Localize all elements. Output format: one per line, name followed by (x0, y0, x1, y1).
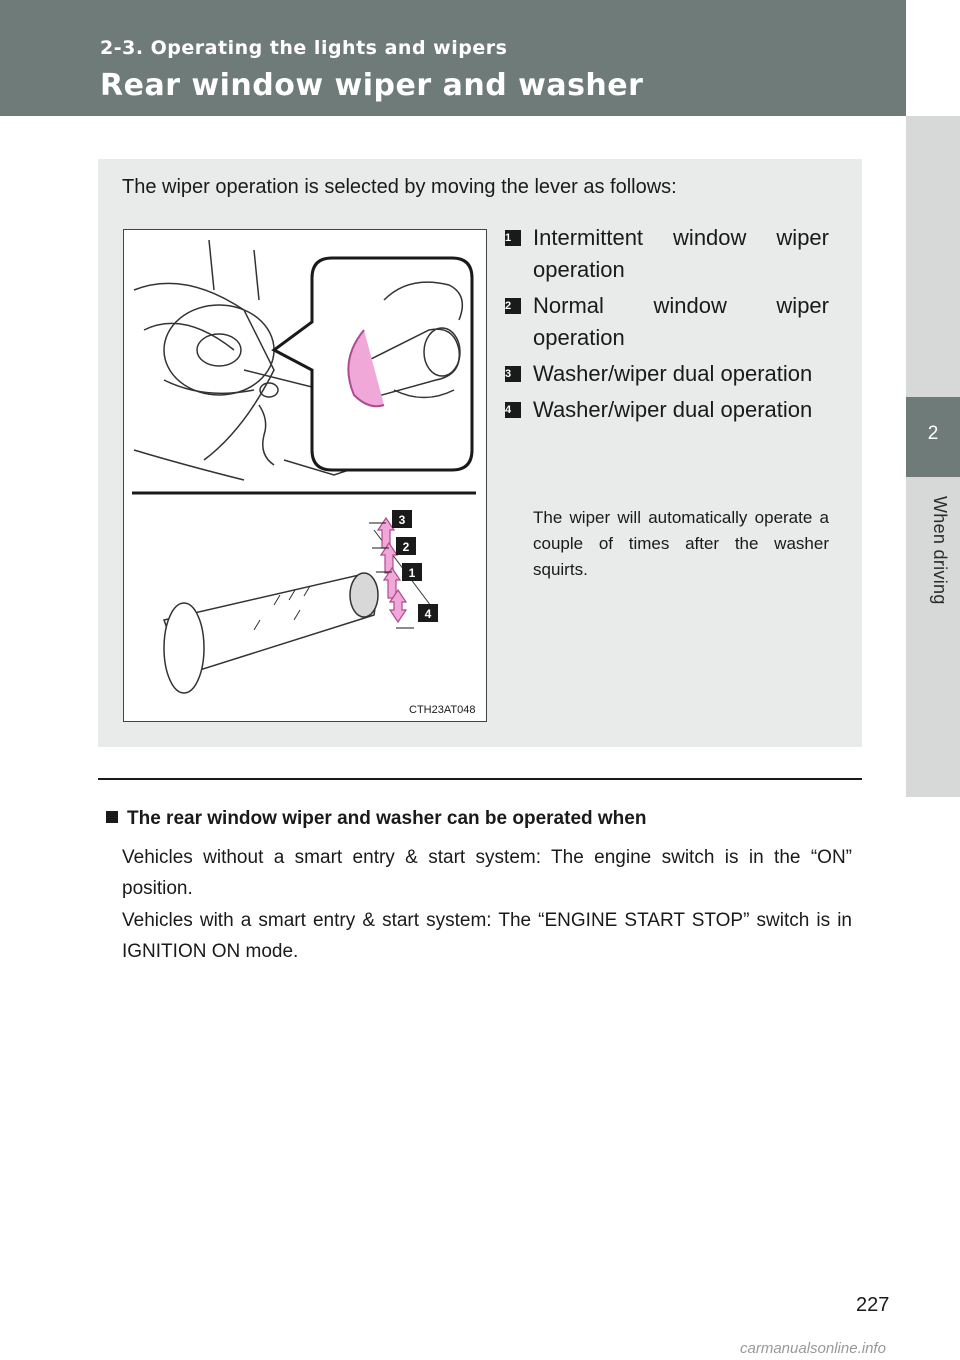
info-heading (106, 808, 646, 830)
step-item (505, 394, 829, 426)
figure-code: CTH23AT048 (409, 704, 476, 716)
wiper-lever-illustration (124, 230, 486, 721)
watermark: carmanualsonline.info (740, 1340, 886, 1357)
step-text: Washer/wiper dual operation (533, 397, 813, 422)
step-badge: 1 (505, 230, 521, 246)
info-heading-text: The rear window wiper and washer can be operated when (127, 808, 647, 829)
step-text: Intermittent window wiper operation (533, 225, 829, 282)
section-label: 2-3. Operating the lights and wipers (100, 37, 508, 59)
step-item (505, 358, 829, 390)
chapter-label: When driving (930, 496, 950, 605)
figure-callout-4: 4 (424, 607, 432, 621)
step-note: The wiper will automatically operate a couple of times after the washer squirts. (533, 508, 829, 579)
step-item (505, 222, 829, 286)
info-paragraph: Vehicles with a smart entry & start system: The “ENGINE START STOP” switch is in IGNITION ON mode. (122, 910, 852, 962)
page-title: Rear window wiper and washer (100, 68, 644, 103)
figure-callout-1: 1 (408, 566, 416, 580)
wiper-lever-figure (123, 229, 487, 722)
page-header (0, 0, 906, 116)
step-list (505, 222, 829, 430)
figure-callout-3: 3 (398, 513, 406, 527)
step-badge: 2 (505, 298, 521, 314)
chapter-side-tab (906, 0, 960, 1360)
page-number: 227 (856, 1294, 890, 1316)
step-text: Normal window wiper operation (533, 293, 829, 350)
step-text: Washer/wiper dual operation (533, 361, 813, 386)
panel-intro: The wiper operation is selected by moving the lever as follows: (122, 176, 677, 198)
section-divider (98, 778, 862, 780)
step-item (505, 290, 829, 354)
figure-callout-2: 2 (402, 540, 410, 554)
step-badge: 4 (505, 402, 521, 418)
info-paragraph: Vehicles without a smart entry & start system: The engine switch is in the “ON” position. (122, 847, 852, 899)
square-bullet-icon (106, 811, 118, 823)
chapter-number: 2 (927, 423, 939, 444)
step-badge: 3 (505, 366, 521, 382)
